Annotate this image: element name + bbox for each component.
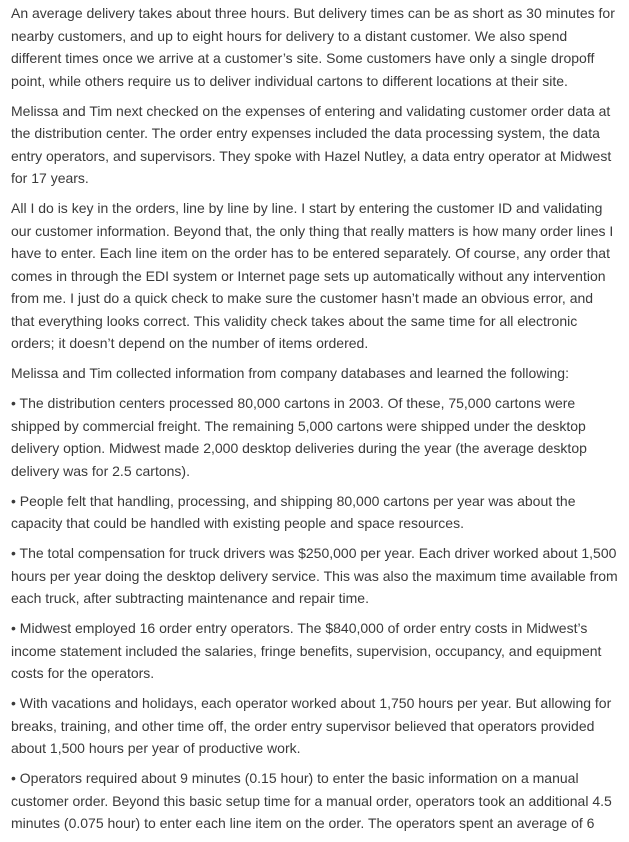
bullet-order-entry-operators: • Midwest employed 16 order entry operators. The $840,000 of order entry costs in Midwest’s income statement included the salaries, fringe benefits, supervision, occupancy, and equipment costs for the operators. bbox=[11, 620, 602, 681]
paragraph-delivery-times: An average delivery takes about three hours. But delivery times can be as short as 30 minutes for nearby customers, and up to eight hours for delivery to a distant customer. We also spend different times once we arrive at a customer’s site. Some customers have only a single dropoff point, while others require us to deliver individual cartons to different locations at their site. bbox=[11, 5, 615, 89]
bullet-capacity: • People felt that handling, processing, and shipping 80,000 cartons per year was about the capacity that could be handled with existing people and space resources. bbox=[11, 492, 576, 531]
bullet-cartons-processed: • The distribution centers processed 80,000 cartons in 2003. Of these, 75,000 cartons were shipped by commercial freight. The remaining 5,000 cartons were shipped under the desktop delivery option. Midwest made 2,000 desktop deliveries during the year (the average desktop delivery was for 2.5 cartons). bbox=[11, 395, 587, 479]
bullet-driver-compensation: • The total compensation for truck drivers was $250,000 per year. Each driver worked about 1,500 hours per year doing the desktop delivery service. This was also the maximum time available from each truck, after subtracting maintenance and repair time. bbox=[11, 545, 618, 606]
document-body bbox=[11, 2, 619, 842]
paragraph-order-entry-expenses: Melissa and Tim next checked on the expenses of entering and validating customer order data at the distribution center. The order entry expenses included the data processing system, the data entry operators, and supervisors. They spoke with Hazel Nutley, a data entry operator at Midwest for 17 years. bbox=[11, 102, 612, 186]
bullet-operator-hours: • With vacations and holidays, each operator worked about 1,750 hours per year. But allowing for breaks, training, and other time off, the order entry supervisor believed that operators provided about 1,500 hours per year of productive work. bbox=[11, 695, 612, 756]
bullet-entry-times: • Operators required about 9 minutes (0.15 hour) to enter the basic information on a manual customer order. Beyond this basic setup time for a manual order, operators took an additional 4.5 minutes (0.075 hour) to enter each line item on the order. The operators spent an average of 6 bbox=[11, 770, 612, 831]
paragraph-operator-quote: All I do is key in the orders, line by line by line. I start by entering the customer ID and validating our customer information. Beyond that, the only thing that really matters is how many order lines I have to enter. Each line item on the order has to be entered separately. Of course, any order that comes in through the EDI system or Internet page sets up automatically without any intervention from me. I just do a quick check to make sure the customer hasn’t made an obvious error, and that everything looks correct. This validity check takes about the same time for all electronic orders; it doesn’t depend on the number of items ordered. bbox=[11, 200, 614, 351]
paragraph-findings-intro: Melissa and Tim collected information from company databases and learned the following: bbox=[11, 365, 569, 381]
